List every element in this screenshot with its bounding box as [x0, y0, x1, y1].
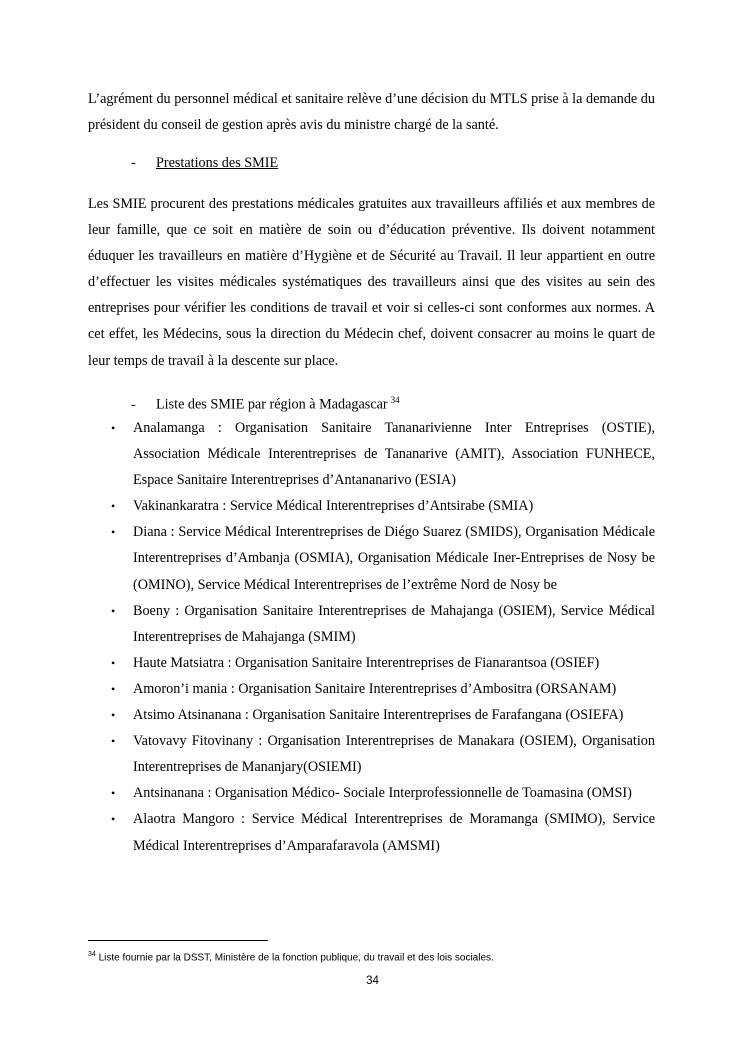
section-title-liste: Liste des SMIE par région à Madagascar: [156, 396, 388, 413]
footnote-reference: 34: [390, 395, 400, 405]
paragraph-agrement: L’agrément du personnel médical et sanitaire relève d’une décision du MTLS prise à la demande du président du conseil de gestion après avis du ministre chargé de la santé.: [88, 91, 655, 134]
list-item-text: Boeny : Organisation Sanitaire Interentreprises de Mahajanga (OSIEM), Service Médical Interentreprises de Mahajanga (SMIM): [133, 602, 655, 645]
list-item: [0, 728, 655, 780]
regions-list: [0, 415, 745, 859]
list-item-text: Amoron’i mania : Organisation Sanitaire Interentreprises d’Ambositra (ORSANAM): [133, 680, 617, 697]
list-item-text: Diana : Service Médical Interentreprises de Diégo Suarez (SMIDS), Organisation Médicale Interentreprises d’Ambanja (OSMIA), Organisation Médicale Iner-Entreprises de Nosy be (OMINO), Service Médical Interentreprises de l’extrême Nord de Nosy be: [133, 524, 655, 593]
bullet-icon: •: [111, 708, 116, 723]
list-item: [0, 780, 655, 806]
section-heading-liste: [131, 390, 400, 415]
bullet-icon: •: [111, 499, 116, 514]
dash-marker: -: [131, 155, 136, 171]
list-item: [0, 650, 655, 676]
list-item-text: Haute Matsiatra : Organisation Sanitaire Interentreprises de Fianarantsoa (OSIEF): [133, 654, 600, 671]
bullet-icon: •: [111, 786, 116, 801]
bullet-icon: •: [111, 525, 116, 540]
footnote-text: Liste fournie par la DSST, Ministère de la fonction publique, du travail et des lois sociales.: [95, 952, 494, 964]
footnote-number: 34: [88, 951, 96, 958]
list-item: [0, 702, 655, 728]
footnote: [88, 948, 688, 965]
list-item: [0, 415, 655, 493]
section-title-prestations: Prestations des SMIE: [156, 155, 279, 171]
bullet-icon: •: [111, 421, 116, 435]
page-number: 34: [366, 975, 379, 987]
list-item-text: Vatovavy Fitovinany : Organisation Interentreprises de Manakara (OSIEM), Organisation Interentreprises de Mananjary(OSIEMI): [133, 733, 655, 776]
footnote-divider: [88, 940, 268, 941]
section-heading-prestations: [131, 153, 278, 173]
paragraph-prestations: Les SMIE procurent des prestations médicales gratuites aux travailleurs affiliés et aux membres de leur famille, que ce soit en matière de soin ou d’éducation préventive. Ils doivent notamment éduquer les travailleurs en matière d’Hygiène et de Sécurité au Travail. Il leur appartient en outre d’effectuer les visites médicales systématiques des travailleurs ainsi que des visites au sein des entreprises pour vérifier les conditions de travail et voir si celles-ci sont conformes aux normes. A cet effet, les Médecins, sous la direction du Médecin chef, doivent consacrer au moins le quart de leur temps de travail à la descente sur place.: [88, 196, 655, 369]
list-item-text: Antsinanana : Organisation Médico- Sociale Interprofessionnelle de Toamasina (OMSI): [133, 785, 632, 802]
bullet-icon: •: [111, 681, 116, 696]
list-item: [0, 676, 655, 702]
bullet-icon: •: [111, 734, 116, 749]
bullet-icon: •: [111, 812, 116, 827]
dash-marker: -: [131, 396, 136, 413]
list-item: [0, 519, 655, 597]
list-item: [0, 806, 655, 858]
list-item-text: Analamanga : Organisation Sanitaire Tananarivienne Inter Entreprises (OSTIE), Association Médicale Interentreprises de Tananarive (AMIT), Association FUNHECE, Espace Sanitaire Interentreprises d’Antananarivo (ESIA): [133, 420, 655, 489]
list-item: [0, 493, 655, 519]
list-item: [0, 598, 655, 650]
list-item-text: Vakinankaratra : Service Médical Interentreprises d’Antsirabe (SMIA): [133, 498, 534, 515]
list-item-text: Alaotra Mangoro : Service Médical Interentreprises de Moramanga (SMIMO), Service Médical Interentreprises d’Amparafaravola (AMSMI): [133, 811, 655, 854]
list-item-text: Atsimo Atsinanana : Organisation Sanitaire Interentreprises de Farafangana (OSIEFA): [133, 707, 624, 724]
bullet-icon: •: [111, 655, 116, 670]
bullet-icon: •: [111, 603, 116, 618]
